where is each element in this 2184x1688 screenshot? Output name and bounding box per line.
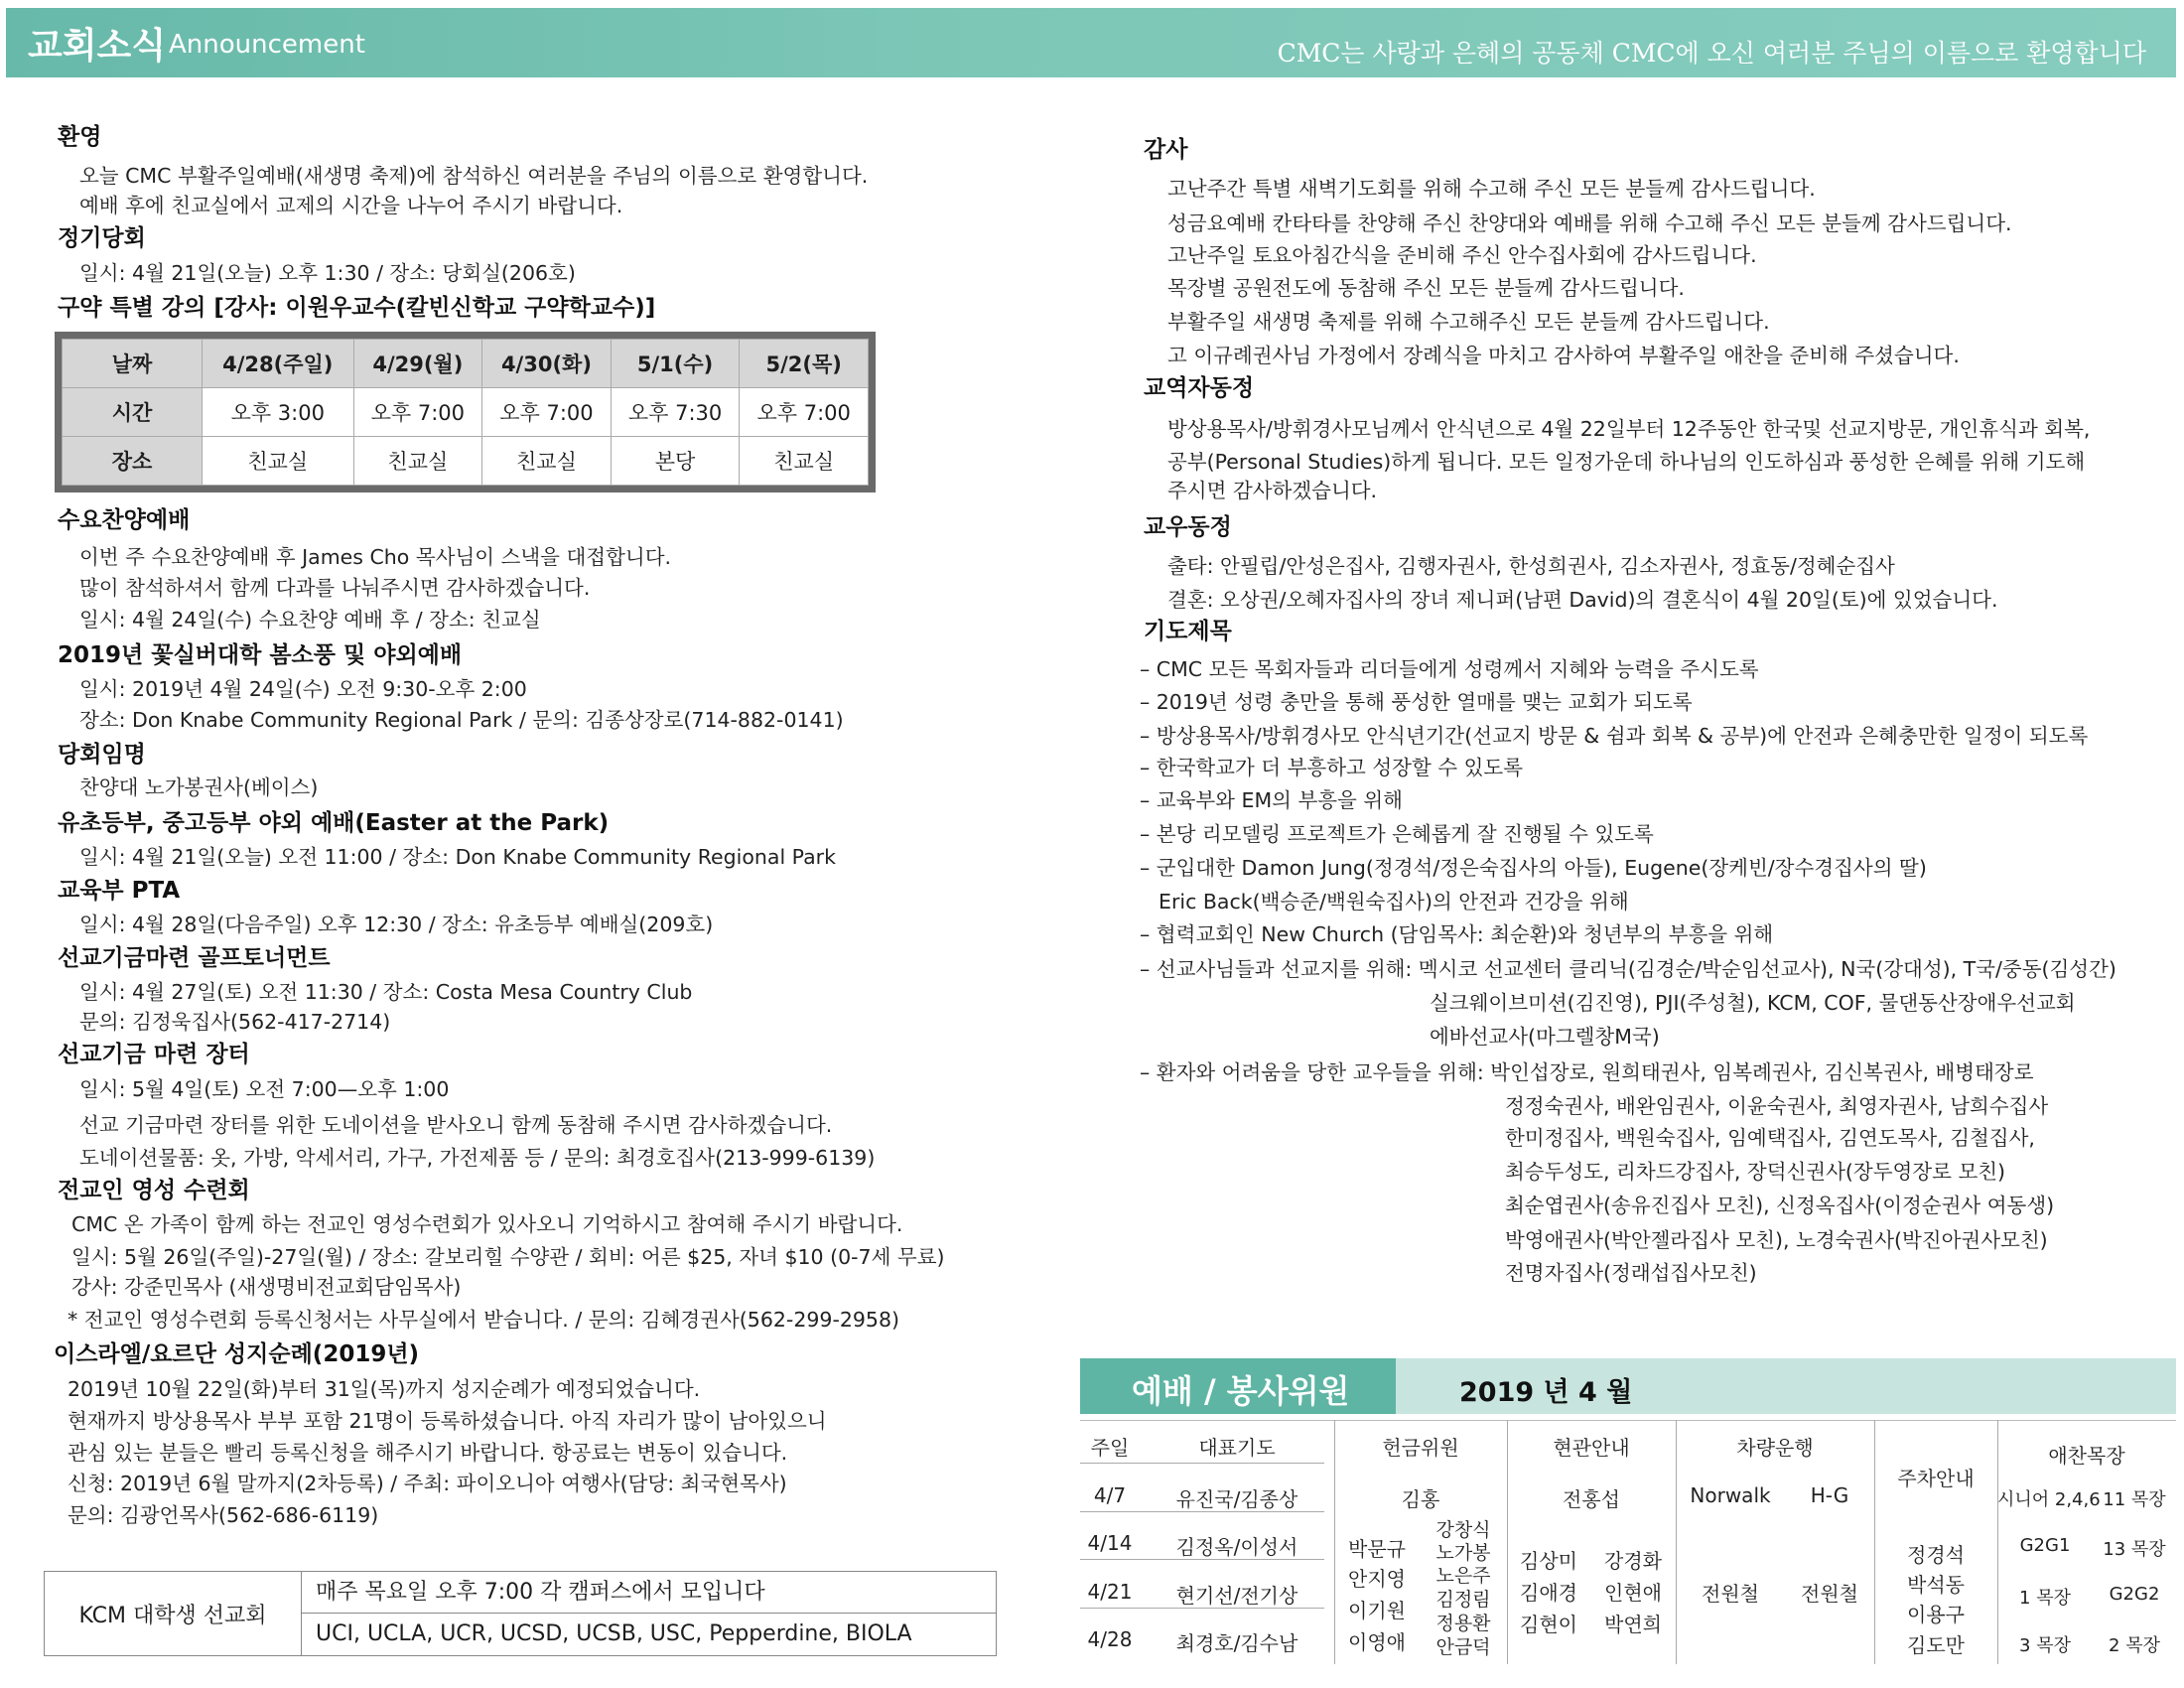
prayer-item: – 교육부와 EM의 부흥을 위해: [1140, 788, 1403, 812]
session-title: 정기당회: [58, 225, 146, 251]
appoint-line: 찬양대 노가봉권사(베이스): [79, 775, 319, 799]
prayer-item: 전명자집사(정래섭집사모친): [1505, 1261, 1757, 1285]
parking-name: 박석동: [1907, 1573, 1965, 1597]
staff-line: 방상용목사/방휘경사모님께서 안식년으로 4월 22일부터 12주동안 한국및 선교지방문, 개인휴식과 회복,: [1167, 417, 2091, 441]
header-tagline: CMC는 사랑과 은혜의 공동체 CMC에 오신 여러분 주님의 이름으로 환영합니다: [1277, 39, 2146, 68]
kcm-box: [44, 1571, 997, 1656]
members-line: 결혼: 오상권/오혜자집사의 장녀 제니퍼(남편 David)의 결혼식이 4월 20일(토)에 있었습니다.: [1167, 588, 1998, 612]
offering-name: 정용환: [1435, 1613, 1491, 1634]
lecture-time: 오후 3:00: [203, 388, 354, 437]
kcm-campuses: UCI, UCLA, UCR, UCSD, UCSB, USC, Pepperdine, BIOLA: [316, 1621, 912, 1646]
worship-roster: [1080, 1420, 2176, 1664]
prayer-item: 정정숙권사, 배완임권사, 이윤숙권사, 최영자권사, 남희수집사: [1505, 1094, 2049, 1118]
silver-line: 장소: Don Knabe Community Regional Park / 문의: 김종상장로(714-882-0141): [79, 708, 844, 732]
wed-line: 이번 주 수요찬양예배 후 James Cho 목사님이 스낵을 대접합니다.: [79, 545, 672, 569]
prayer-item: 실크웨이브미션(김진영), PJI(주성철), KCM, COF, 물댄동산장애우선교회: [1430, 991, 2076, 1015]
col-header-offering: 헌금위원: [1382, 1436, 1459, 1460]
welcome-title: 환영: [58, 124, 102, 150]
israel-line: 문의: 김광언목사(562-686-6119): [68, 1503, 379, 1527]
staff-line: 주시면 감사하겠습니다.: [1167, 479, 1378, 502]
lecture-time-label: 시간: [63, 388, 203, 437]
staff-title: 교역자동정: [1144, 375, 1255, 401]
usher-name: 강경화: [1604, 1549, 1662, 1573]
row-date: 4/21: [1087, 1580, 1133, 1604]
prayer-item: – 협력교회인 New Church (담임목사: 최순환)와 청년부의 부흥을 위해: [1140, 922, 1774, 946]
golf-line: 일시: 4월 27일(토) 오전 11:30 / 장소: Costa Mesa Country Club: [79, 980, 693, 1004]
worship-month: 2019 년 4 월: [1459, 1377, 1633, 1408]
lecture-time: 오후 7:00: [482, 388, 612, 437]
golf-title: 선교기금마련 골프토너먼트: [58, 945, 331, 971]
lecture-time: 오후 7:30: [611, 388, 740, 437]
meal-group: G2G1: [2019, 1535, 2071, 1556]
members-line: 출타: 안필립/안성은집사, 김행자권사, 한성희권사, 김소자권사, 정효동/정혜순집사: [1167, 554, 1895, 578]
kcm-meeting: 매주 목요일 오후 7:00 각 캠퍼스에서 모입니다: [302, 1572, 996, 1614]
israel-line: 신청: 2019년 6월 말까지(2차등록) / 주최: 파이오니아 여행사(담당: 최국현목사): [68, 1472, 787, 1495]
session-line: 일시: 4월 21일(오늘) 오후 1:30 / 장소: 당회실(206호): [79, 261, 576, 285]
lecture-header-date: 날짜: [63, 340, 203, 388]
israel-line: 현재까지 방상용목사 부부 포함 21명이 등록하셨습니다. 아직 자리가 많이 남아있으니: [68, 1409, 827, 1433]
thanks-title: 감사: [1144, 137, 1188, 163]
prayer-item: – 방상용목사/방휘경사모 안식년기간(선교지 방문 & 쉼과 회복 & 공부)에 안전과 은혜충만한 일정이 되도록: [1140, 724, 2089, 748]
market-line: 선교 기금마련 장터를 위한 도네이션을 받사오니 함께 동참해 주시면 감사하겠습니다.: [79, 1113, 833, 1137]
israel-line: 관심 있는 분들은 빨리 등록신청을 해주시기 바랍니다. 항공료는 변동이 있습니다.: [68, 1441, 788, 1465]
lecture-time: 오후 7:00: [740, 388, 869, 437]
offering-name: 안지영: [1348, 1567, 1406, 1591]
lecture-time: 오후 7:00: [353, 388, 482, 437]
prayer-title: 기도제목: [1144, 619, 1232, 644]
prayer-item: – 군입대한 Damon Jung(정경석/정은숙집사의 아들), Eugene(장케빈/장수경집사의 딸): [1140, 856, 1927, 880]
prayer-item: 최순엽권사(송유진집사 모친), 신정옥집사(이정순권사 여동생): [1505, 1194, 2055, 1217]
market-line: 일시: 5월 4일(토) 오전 7:00—오후 1:00: [79, 1077, 450, 1101]
israel-line: 2019년 10월 22일(화)부터 31일(목)까지 성지순례가 예정되었습니다.: [68, 1377, 701, 1401]
kcm-label: KCM 대학생 선교회: [45, 1572, 302, 1655]
prayer-item: 최승두성도, 리차드강집사, 장덕신권사(장두영장로 모친): [1505, 1160, 2006, 1184]
vehicle-driver: 전원철: [1801, 1582, 1858, 1606]
lecture-place: 본당: [611, 437, 740, 486]
thanks-line: 부활주일 새생명 축제를 위해 수고해주신 모든 분들께 감사드립니다.: [1167, 310, 1770, 334]
prayer-item: – 한국학교가 더 부흥하고 성장할 수 있도록: [1140, 756, 1523, 779]
thanks-line: 성금요예배 칸타타를 찬양해 주신 찬양대와 예배를 위해 수고해 주신 모든 분들께 감사드립니다.: [1167, 211, 2012, 235]
lecture-place-label: 장소: [63, 437, 203, 486]
lecture-table: [55, 332, 876, 492]
thanks-line: 고난주간 특별 새벽기도회를 위해 수고해 주신 모든 분들께 감사드립니다.: [1167, 177, 1816, 201]
parking-name: 김도만: [1907, 1633, 1965, 1657]
pta-title: 교육부 PTA: [58, 878, 181, 904]
header-subtitle: Announcement: [169, 30, 365, 60]
meal-group: 2 목장: [2109, 1635, 2160, 1656]
members-title: 교우동정: [1144, 514, 1232, 540]
meal-group: 3 목장: [2019, 1635, 2071, 1656]
retreat-line: CMC 온 가족이 함께 하는 전교인 영성수련회가 있사오니 기억하시고 참여해 주시기 바랍니다.: [71, 1212, 903, 1236]
worship-band: [1080, 1358, 2176, 1414]
col-header-meal: 애찬목장: [2048, 1444, 2125, 1468]
meal-group: G2G2: [2109, 1584, 2160, 1605]
lecture-date: 4/30(화): [482, 340, 612, 388]
parking-name: 정경석: [1907, 1543, 1965, 1567]
prayer-item: 박영애권사(박안젤라집사 모친), 노경숙권사(박진아권사모친): [1505, 1228, 2048, 1252]
offering-name: 안금덕: [1435, 1636, 1491, 1658]
golf-line: 문의: 김정욱집사(562-417-2714): [79, 1010, 391, 1034]
lecture-place: 친교실: [740, 437, 869, 486]
thanks-line: 목장별 공원전도에 동참해 주신 모든 분들께 감사드립니다.: [1167, 276, 1685, 300]
lecture-date: 5/2(목): [740, 340, 869, 388]
prayer-leader: 유진국/김종상: [1175, 1487, 1298, 1511]
usher-name: 김애경: [1520, 1581, 1577, 1605]
retreat-title: 전교인 영성 수련회: [58, 1178, 250, 1203]
row-date: 4/14: [1087, 1531, 1133, 1555]
usher-name: 김상미: [1520, 1549, 1577, 1573]
col-header-prayer: 대표기도: [1198, 1436, 1276, 1460]
welcome-line: 예배 후에 친교실에서 교제의 시간을 나누어 주시기 바랍니다.: [79, 194, 623, 217]
prayer-item: – CMC 모든 목회자들과 리더들에게 성령께서 지혜와 능력을 주시도록: [1140, 657, 1759, 681]
vehicle-route: H-G: [1810, 1483, 1849, 1507]
offering-name: 이영애: [1348, 1630, 1406, 1654]
announcement-header: [6, 8, 2176, 77]
prayer-item: – 2019년 성령 충만을 통해 풍성한 열매를 맺는 교회가 되도록: [1140, 690, 1693, 714]
header-title: 교회소식: [28, 26, 167, 67]
lecture-title: 구약 특별 강의 [강사: 이원우교수(칼빈신학교 구약학교수)]: [58, 295, 656, 321]
usher-name: 박연희: [1604, 1613, 1662, 1636]
col-header-parking: 주차안내: [1897, 1467, 1975, 1490]
easter-title: 유초등부, 중고등부 야외 예배(Easter at the Park): [58, 810, 610, 836]
israel-title: 이스라엘/요르단 성지순례(2019년): [54, 1341, 420, 1367]
meal-group: 13 목장: [2103, 1539, 2166, 1560]
offering-name: 김홍: [1401, 1487, 1440, 1511]
worship-title: 예배 / 봉사위원: [1132, 1372, 1350, 1410]
usher-name: 전홍섭: [1563, 1487, 1620, 1511]
offering-name: 박문규: [1348, 1537, 1406, 1561]
usher-name: 김현이: [1520, 1613, 1577, 1636]
vehicle-driver: 전원철: [1702, 1582, 1759, 1606]
offering-name: 노은주: [1435, 1565, 1491, 1587]
prayer-leader: 현기선/전기상: [1175, 1584, 1298, 1608]
lecture-date: 4/29(월): [353, 340, 482, 388]
retreat-line: * 전교인 영성수련회 등록신청서는 사무실에서 받습니다. / 문의: 김혜경권사(562-299-2958): [68, 1308, 900, 1332]
thanks-line: 고난주일 토요아침간식을 준비해 주신 안수집사회에 감사드립니다.: [1167, 243, 1757, 267]
meal-group: 시니어 2,4,6: [1997, 1489, 2101, 1510]
appoint-title: 당회임명: [58, 742, 146, 768]
silver-title: 2019년 꽃실버대학 봄소풍 및 야외예배: [58, 642, 463, 668]
market-title: 선교기금 마련 장터: [58, 1042, 250, 1067]
lecture-date: 5/1(수): [611, 340, 740, 388]
lecture-place: 친교실: [482, 437, 612, 486]
col-header-sunday: 주일: [1090, 1436, 1130, 1460]
row-date: 4/28: [1087, 1627, 1133, 1651]
easter-line: 일시: 4월 21일(오늘) 오전 11:00 / 장소: Don Knabe Community Regional Park: [79, 845, 836, 869]
wed-line: 많이 참석하셔서 함께 다과를 나눠주시면 감사하겠습니다.: [79, 576, 591, 600]
lecture-place: 친교실: [203, 437, 354, 486]
parking-name: 이용구: [1907, 1603, 1965, 1626]
offering-name: 노가봉: [1435, 1542, 1491, 1564]
staff-line: 공부(Personal Studies)하게 됩니다. 모든 일정가운데 하나님의 인도하심과 풍성한 은혜를 위해 기도해: [1167, 450, 2086, 474]
welcome-line: 오늘 CMC 부활주일예배(새생명 축제)에 참석하신 여러분을 주님의 이름으로 환영합니다.: [79, 164, 869, 188]
silver-line: 일시: 2019년 4월 24일(수) 오전 9:30-오후 2:00: [79, 677, 527, 701]
retreat-line: 강사: 강준민목사 (새생명비전교회담임목사): [71, 1275, 462, 1299]
prayer-item: 한미정집사, 백원숙집사, 임예택집사, 김연도목사, 김철집사,: [1505, 1126, 2035, 1150]
prayer-leader: 최경호/김수남: [1175, 1631, 1298, 1655]
col-header-usher: 현관안내: [1553, 1436, 1630, 1460]
lecture-place: 친교실: [353, 437, 482, 486]
prayer-item: – 본당 리모델링 프로젝트가 은혜롭게 잘 진행될 수 있도록: [1140, 822, 1654, 846]
row-date: 4/7: [1093, 1483, 1127, 1507]
prayer-leader: 김정옥/이성서: [1175, 1535, 1298, 1559]
lecture-date: 4/28(주일): [203, 340, 354, 388]
usher-name: 인현애: [1604, 1581, 1662, 1605]
retreat-line: 일시: 5월 26일(주일)-27일(월) / 장소: 갈보리힐 수양관 / 회비: 어른 $25, 자녀 $10 (0-7세 무료): [71, 1245, 945, 1269]
prayer-item: – 환자와 어려움을 당한 교우들을 위해: 박인섭장로, 원희태권사, 임복례권사, 김신복권사, 배병태장로: [1140, 1060, 2034, 1084]
offering-name: 김정림: [1435, 1589, 1491, 1611]
market-line: 도네이션물품: 옷, 가방, 악세서리, 가구, 가전제품 등 / 문의: 최경호집사(213-999-6139): [79, 1146, 876, 1170]
col-header-vehicle: 차량운행: [1736, 1436, 1814, 1460]
prayer-item: Eric Back(백승준/백원숙집사)의 안전과 건강을 위해: [1159, 890, 1629, 914]
offering-name: 강창식: [1435, 1519, 1491, 1541]
wed-title: 수요찬양예배: [58, 507, 191, 533]
meal-group: 1 목장: [2019, 1588, 2071, 1609]
meal-group: 11 목장: [2103, 1489, 2166, 1510]
vehicle-route: Norwalk: [1690, 1483, 1771, 1507]
pta-line: 일시: 4월 28일(다음주일) 오후 12:30 / 장소: 유초등부 예배실(209호): [79, 913, 714, 936]
offering-name: 이기원: [1348, 1599, 1406, 1622]
prayer-item: – 선교사님들과 선교지를 위해: 멕시코 선교센터 클리닉(김경순/박순임선교사), N국(강대성), T국/중동(김성간): [1140, 957, 2116, 981]
prayer-item: 에바선교사(마그렐창M국): [1430, 1025, 1660, 1049]
thanks-line: 고 이규례권사님 가정에서 장례식을 마치고 감사하여 부활주일 애찬을 준비해 주셨습니다.: [1167, 344, 1960, 367]
wed-line: 일시: 4월 24일(수) 수요찬양 예배 후 / 장소: 친교실: [79, 608, 541, 632]
